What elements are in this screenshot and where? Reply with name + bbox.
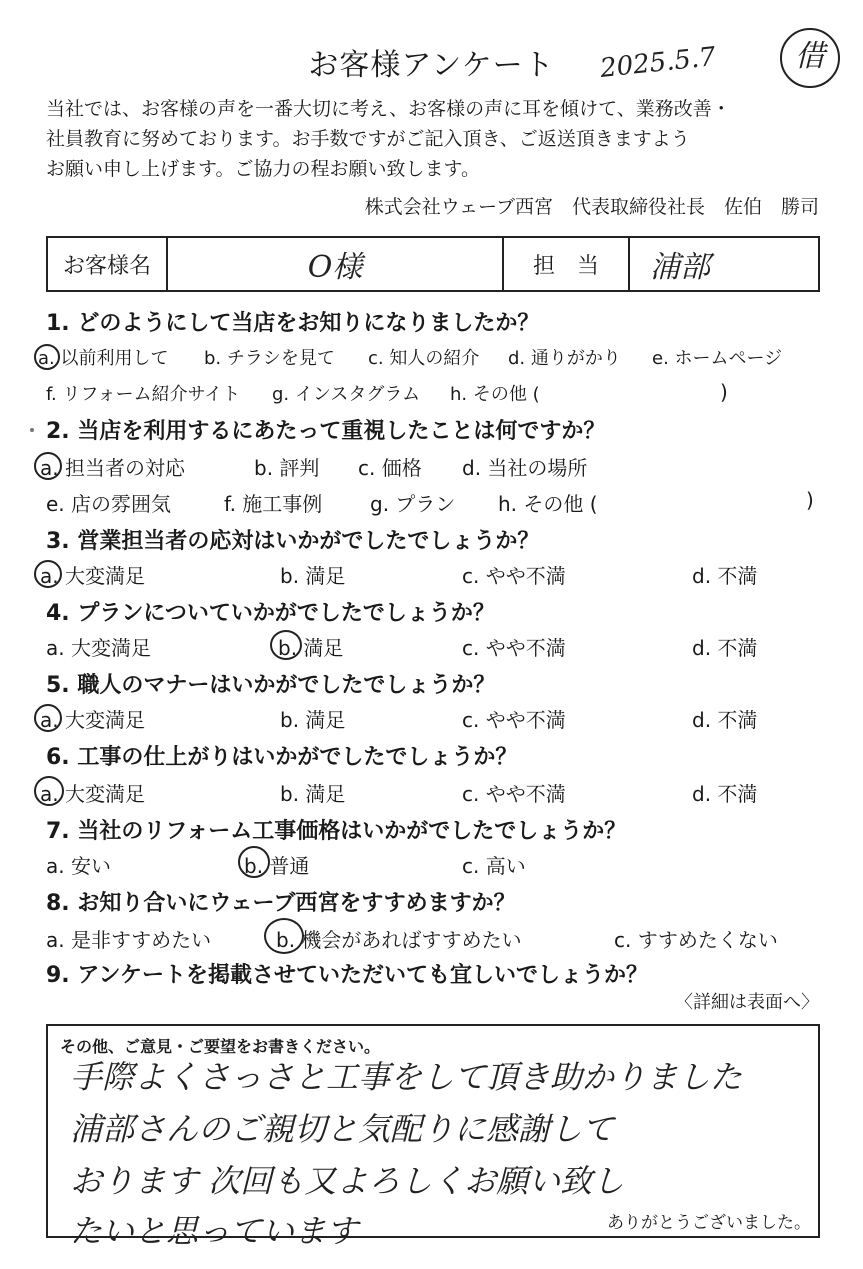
intro-line: 当社では、お客様の声を一番大切に考え、お客様の声に耳を傾けて、業務改善・ — [46, 98, 731, 120]
q1-option-d[interactable]: d. 通りがかり — [508, 348, 621, 369]
intro-line: 社員教育に努めております。お手数ですがご記入頂き、ご返送頂きますよう — [46, 128, 690, 150]
q2-option-d[interactable]: d. 当社の場所 — [462, 456, 588, 480]
question-9: 9. アンケートを掲載させていただいても宜しいでしょうか？ — [46, 963, 649, 988]
q5-option-c[interactable]: c. やや不満 — [462, 708, 566, 732]
q3-option-b[interactable]: b. 満足 — [280, 564, 346, 588]
q1-option-g[interactable]: g. インスタグラム — [272, 384, 421, 405]
customer-name-label: お客様名 — [48, 238, 168, 290]
q8-option-c[interactable]: c. すすめたくない — [614, 928, 778, 952]
q2-option-f[interactable]: f. 施工事例 — [224, 492, 323, 516]
q8-option-b[interactable]: b. 機会があればすすめたい — [276, 928, 522, 952]
q8-option-a[interactable]: a. 是非すすめたい — [46, 928, 212, 952]
customer-name-field[interactable]: O様 — [168, 238, 504, 290]
q3-option-a[interactable]: a. 大変満足 — [40, 564, 145, 588]
q1-option-e[interactable]: e. ホームページ — [652, 348, 783, 369]
staff-label: 担 当 — [504, 238, 630, 290]
company-signature: 株式会社ウェーブ西宮 代表取締役社長 佐伯 勝司 — [364, 196, 819, 218]
q6-option-d[interactable]: d. 不満 — [692, 782, 758, 806]
question-3: 3. 営業担当者の応対はいかがでしたでしょうか？ — [46, 529, 540, 554]
q1-option-h[interactable]: h. その他 ( — [450, 384, 540, 405]
intro-text — [46, 94, 826, 184]
q1-option-c[interactable]: c. 知人の紹介 — [368, 348, 480, 369]
q6-option-a[interactable]: a. 大変満足 — [40, 782, 145, 806]
q5-option-b[interactable]: b. 満足 — [280, 708, 346, 732]
q4-option-c[interactable]: c. やや不満 — [462, 636, 566, 660]
q7-option-c[interactable]: c. 高い — [462, 854, 526, 878]
q2-option-b[interactable]: b. 評判 — [254, 456, 320, 480]
close-paren: ) — [806, 488, 814, 512]
q1-option-f[interactable]: f. リフォーム紹介サイト — [46, 384, 241, 405]
q2-option-a[interactable]: a. 担当者の対応 — [40, 456, 185, 480]
q5-option-a[interactable]: a. 大変満足 — [40, 708, 145, 732]
seal-stamp: 借 — [780, 28, 840, 88]
handwritten-date: 2025.5.7 — [598, 42, 718, 84]
q1-option-a[interactable]: a. 以前利用して — [38, 348, 169, 369]
q1-option-b[interactable]: b. チラシを見て — [204, 348, 335, 369]
detail-note: 〈詳細は表面へ〉 — [675, 992, 819, 1013]
q6-option-c[interactable]: c. やや不満 — [462, 782, 566, 806]
comment-line: 浦部さんのご親切と気配りに感謝して — [70, 1110, 615, 1148]
ink-dot — [30, 428, 34, 432]
q2-option-g[interactable]: g. プラン — [370, 492, 456, 516]
q4-option-a[interactable]: a. 大変満足 — [46, 636, 151, 660]
q6-option-b[interactable]: b. 満足 — [280, 782, 346, 806]
q5-option-d[interactable]: d. 不満 — [692, 708, 758, 732]
q3-option-c[interactable]: c. やや不満 — [462, 564, 566, 588]
question-7: 7. 当社のリフォーム工事価格はいかがでしたでしょうか？ — [46, 819, 627, 844]
q7-option-a[interactable]: a. 安い — [46, 854, 111, 878]
comment-line: 手際よくさっさと工事をして頂き助かりました — [70, 1058, 743, 1096]
q4-option-d[interactable]: d. 不満 — [692, 636, 758, 660]
question-6: 6. 工事の仕上がりはいかがでしたでしょうか？ — [46, 745, 518, 770]
q7-option-b[interactable]: b. 普通 — [244, 854, 310, 878]
q2-option-h[interactable]: h. その他 ( — [498, 492, 598, 516]
q2-option-e[interactable]: e. 店の雰囲気 — [46, 492, 172, 516]
q4-option-b[interactable]: b. 満足 — [278, 636, 344, 660]
question-8: 8. お知り合いにウェーブ西宮をすすめますか？ — [46, 891, 516, 916]
question-2: 2. 当店を利用するにあたって重視したことは何ですか？ — [46, 419, 606, 444]
question-5: 5. 職人のマナーはいかがでしたでしょうか？ — [46, 673, 496, 698]
close-paren: ) — [720, 380, 728, 404]
question-1: 1. どのようにして当店をお知りになりましたか？ — [46, 311, 540, 336]
question-4: 4. プランについていかがでしたでしょうか？ — [46, 601, 495, 626]
q2-option-c[interactable]: c. 価格 — [358, 456, 422, 480]
page-title: お客様アンケート — [308, 48, 555, 83]
comment-line: たいと思っています — [70, 1212, 359, 1250]
thanks-text: ありがとうございました。 — [607, 1213, 811, 1233]
staff-name-field[interactable]: 浦部 — [650, 250, 710, 285]
customer-info-table — [46, 236, 820, 292]
comment-line: おります 次回も又よろしくお願い致し — [70, 1162, 625, 1200]
q3-option-d[interactable]: d. 不満 — [692, 564, 758, 588]
comment-label: その他、ご意見・ご要望をお書きください。 — [60, 1037, 381, 1056]
intro-line: お願い申し上げます。ご協力の程お願い致します。 — [46, 158, 480, 180]
